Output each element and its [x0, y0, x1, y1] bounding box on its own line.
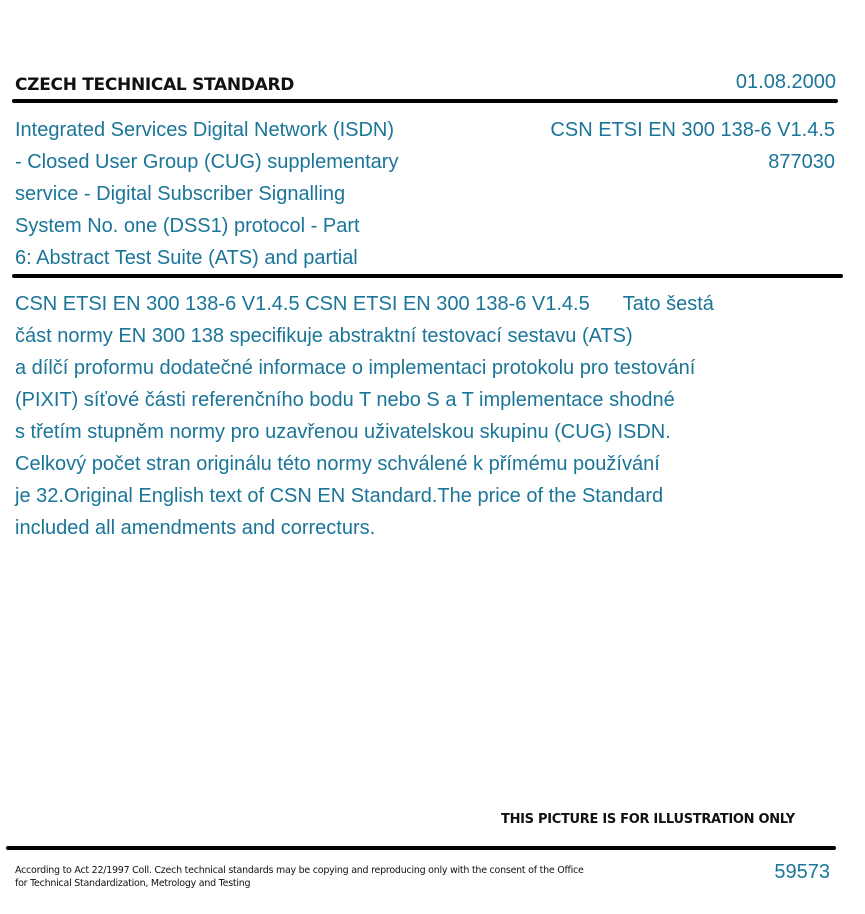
description-line: část normy EN 300 138 specifikuje abstraktní testovací sestavu (ATS): [15, 325, 633, 347]
standard-identifiers: [550, 114, 835, 178]
description-line: CSN ETSI EN 300 138-6 V1.4.5 CSN ETSI EN 300 138-6 V1.4.5 Tato šestá: [15, 293, 714, 315]
footer-divider: [6, 846, 836, 850]
title-line: - Closed User Group (CUG) supplementary: [15, 151, 399, 173]
description-line: included all amendments and correcturs.: [15, 517, 376, 539]
description-line: Celkový počet stran originálu této normy schválené k přímému používání: [15, 453, 660, 475]
title-line: System No. one (DSS1) protocol - Part: [15, 215, 360, 237]
catalog-number: 877030: [768, 151, 835, 173]
standard-title: [15, 114, 445, 274]
publication-date: 01.08.2000: [735, 71, 836, 93]
standard-code: CSN ETSI EN 300 138-6 V1.4.5: [550, 119, 835, 141]
description-line: je 32.Original English text of CSN EN Standard.The price of the Standard: [15, 485, 664, 507]
standard-description: [15, 288, 815, 544]
description-line: s třetím stupněm normy pro uzavřenou uživatelskou skupinu (CUG) ISDN.: [15, 421, 671, 443]
legal-line: According to Act 22/1997 Coll. Czech technical standards may be copying and reproducing only with the consent of the Office: [15, 865, 584, 876]
legal-line: for Technical Standardization, Metrology and Testing: [15, 878, 251, 889]
title-line: 6: Abstract Test Suite (ATS) and partial: [15, 247, 358, 269]
document-number: 59573: [774, 861, 830, 883]
legal-notice: [15, 864, 595, 890]
description-line: (PIXIT) síťové části referenčního bodu T nebo S a T implementace shodné: [15, 389, 675, 411]
title-line: Integrated Services Digital Network (ISDN): [15, 119, 395, 141]
title-divider: [12, 274, 843, 278]
description-line: a dílčí proformu dodatečné informace o implementaci protokolu pro testování: [15, 357, 696, 379]
illustration-disclaimer: THIS PICTURE IS FOR ILLUSTRATION ONLY: [501, 812, 795, 827]
title-line: service - Digital Subscriber Signalling: [15, 183, 346, 205]
standard-type-label: CZECH TECHNICAL STANDARD: [15, 75, 295, 95]
header-divider: [12, 99, 838, 103]
